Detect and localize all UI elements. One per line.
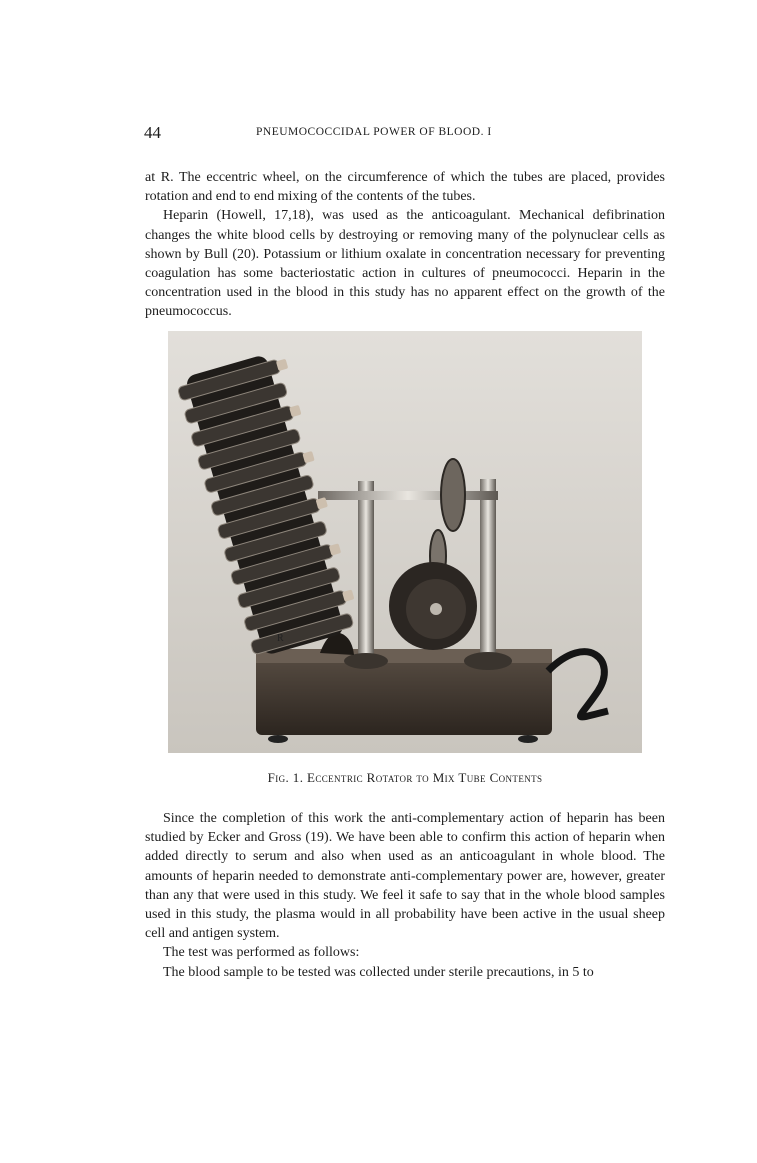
pulley: [441, 459, 465, 531]
label-R: R: [277, 633, 284, 644]
top-body-text: [145, 168, 665, 322]
page-header: [144, 123, 664, 143]
axle: [318, 491, 498, 500]
left-post: [358, 481, 374, 661]
page-number: 44: [144, 123, 161, 142]
paragraph: The test was performed as follows:: [163, 945, 360, 961]
paragraph: at R. The eccentric wheel, on the circumference of which the tubes are placed, provides rotation and end to end mixing of the contents of the tubes.: [145, 170, 665, 205]
paragraph: Since the completion of this work the anti-complementary action of heparin has been studied by Ecker and Gross (19). We have been able to confirm this action of heparin when added directly to serum and also when used as an anticoagulant in whole blood. The amounts of heparin needed to demonstrate anti-complementary power are, however, greater than any that were used in this study. We feel it safe to say that in the whole blood samples used in this study, the plasma would in all probability have been active in the usual sheep cell and antigen system.: [145, 811, 665, 942]
figure-photo: [168, 331, 642, 753]
bottom-body-text: [145, 809, 665, 982]
running-head: PNEUMOCOCCIDAL POWER OF BLOOD. I: [256, 126, 492, 138]
rotator-photo-illustration: [168, 331, 642, 753]
right-post: [480, 479, 496, 661]
figure-caption: Fig. 1. Eccentric Rotator to Mix Tube Contents: [267, 770, 543, 785]
paragraph: The blood sample to be tested was collected under sterile precautions, in 5 to: [163, 964, 594, 980]
paragraph: Heparin (Howell, 17,18), was used as the anticoagulant. Mechanical defibrination changes the white blood cells by destroying or removing many of the polynuclear cells as shown by Bull (20). Potassium or lithium oxalate in concentration necessary for preventing coagulation has some bacteriostatic action in cultures of pneumococci. Heparin in the concentration used in the blood in this study has no apparent effect on the growth of the pneumococcus.: [145, 208, 665, 320]
